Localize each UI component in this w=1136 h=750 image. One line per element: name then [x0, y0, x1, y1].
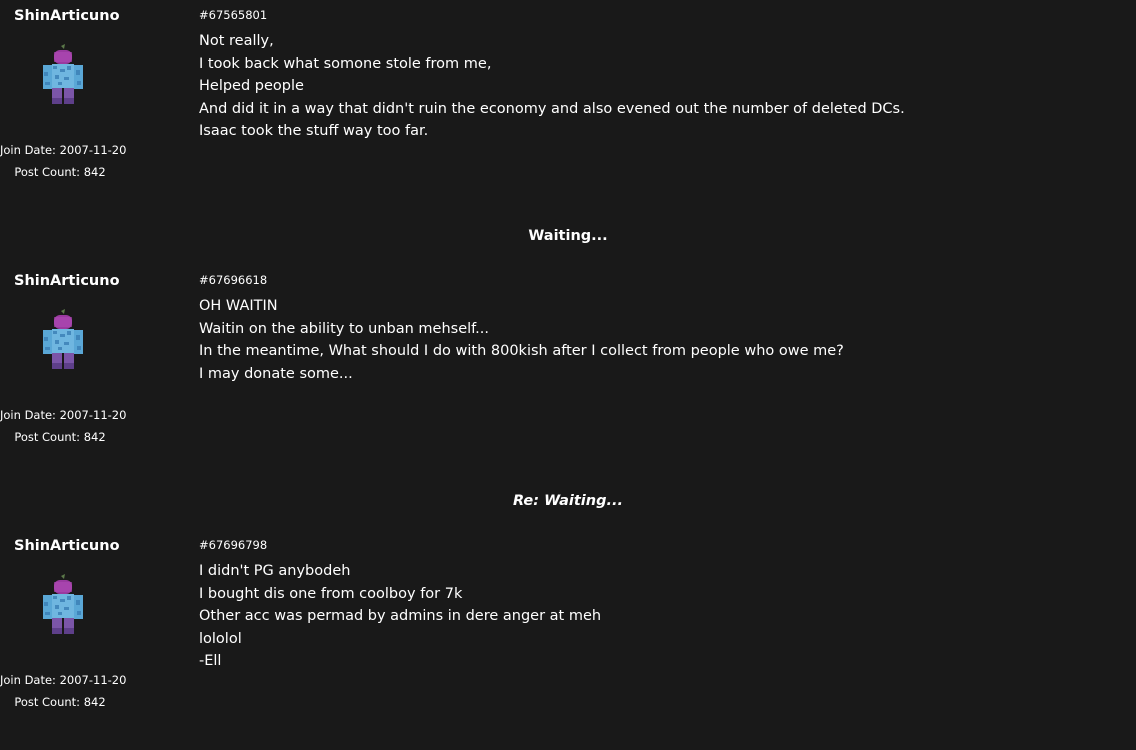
post-count: Post Count: 842 [14, 430, 106, 444]
post-line: Not really, [199, 33, 274, 49]
post-title: Waiting... [528, 228, 608, 244]
post-body [199, 295, 844, 385]
post-count: Post Count: 842 [14, 165, 106, 179]
post-title: Re: Waiting... [512, 493, 624, 509]
post-body [199, 560, 601, 673]
post-count: Post Count: 842 [14, 695, 106, 709]
post-id-link[interactable]: #67696798 [199, 538, 268, 552]
post-line: I took back what somone stole from me, [199, 55, 492, 72]
post-line: Helped people [199, 78, 304, 94]
avatar[interactable] [38, 572, 88, 642]
post-line: I may donate some... [199, 365, 353, 382]
post-line: In the meantime, What should I do with 800kish after I collect from people who owe me? [199, 343, 844, 359]
forum-post [0, 493, 977, 750]
post-line: I bought dis one from coolboy for 7k [199, 585, 463, 602]
post-line: lololol [199, 630, 242, 647]
post-id-link[interactable]: #67565801 [199, 8, 268, 22]
post-line: I didn't PG anybodeh [199, 563, 351, 579]
author-username[interactable]: ShinArticuno [14, 8, 120, 24]
avatar[interactable] [38, 42, 88, 112]
post-line: Other acc was permad by admins in dere anger at meh [199, 608, 602, 624]
post-line: And did it in a way that didn't ruin the economy and also evened out the number of deleted DCs. [199, 100, 905, 117]
join-date: Join Date: 2007-11-20 [0, 143, 127, 157]
post-line: Isaac took the stuff way too far. [199, 123, 429, 139]
post-body [199, 30, 905, 143]
post-line: -Ell [199, 653, 222, 669]
post-line: OH WAITIN [199, 298, 278, 314]
join-date: Join Date: 2007-11-20 [0, 408, 127, 422]
post-line: Waitin on the ability to unban mehself... [199, 320, 490, 337]
join-date: Join Date: 2007-11-20 [0, 673, 127, 687]
post-id-link[interactable]: #67696618 [199, 273, 268, 287]
forum-post [0, 228, 977, 485]
avatar[interactable] [38, 307, 88, 377]
forum-post [0, 0, 977, 220]
author-username[interactable]: ShinArticuno [14, 538, 120, 554]
author-username[interactable]: ShinArticuno [14, 273, 120, 289]
